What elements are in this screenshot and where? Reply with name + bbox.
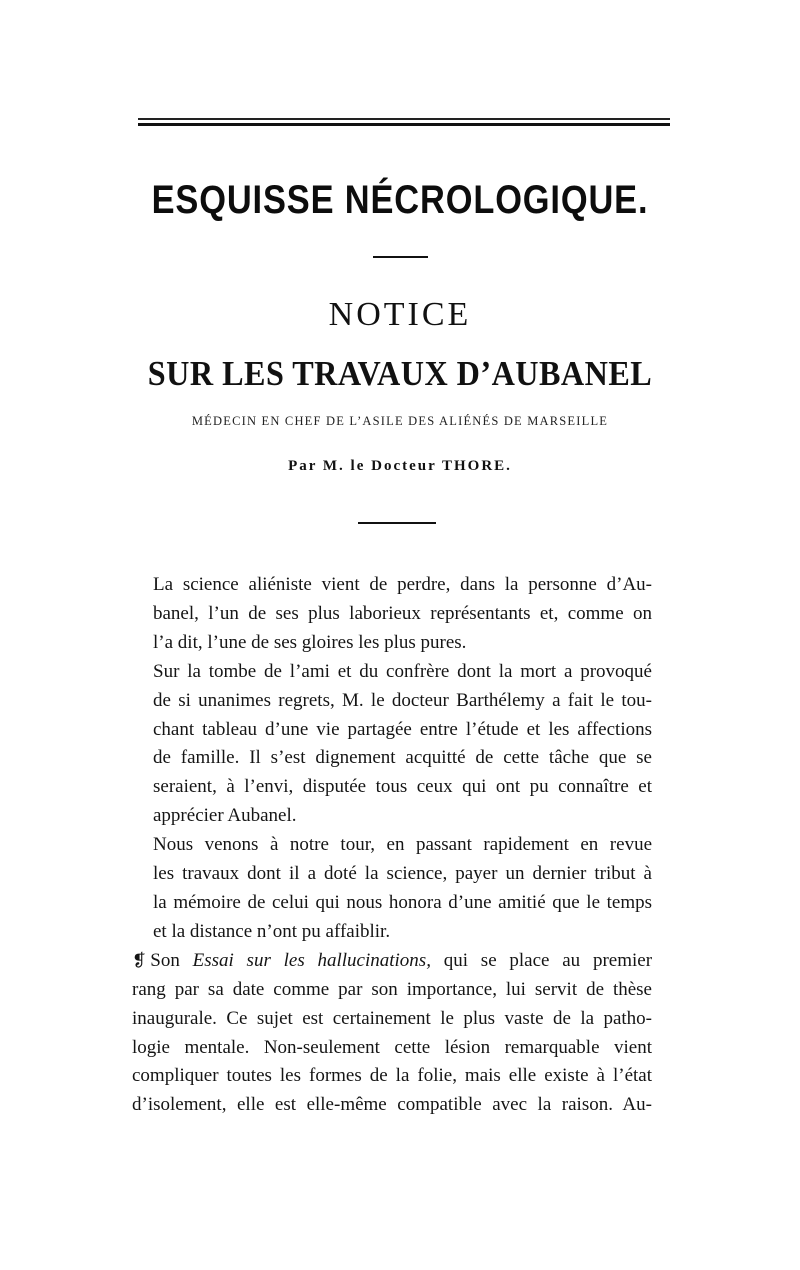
paragraph-mark-icon: ❡ xyxy=(132,950,147,970)
author-role-line: MÉDECIN EN CHEF DE L’ASILE DES ALIÉNÉS DE MARSEILLE xyxy=(191,414,609,428)
text-line: de famille. Il s’est dignement acquitté de cette tâche que se xyxy=(153,747,652,769)
text-line: rang par sa date comme par son importance, lui servit de thèse xyxy=(132,978,652,1000)
text-line: Sur la tombe de l’ami et du confrère dont la mort a provoqué xyxy=(153,660,652,682)
text-line: et la distance n’ont pu affaiblir. xyxy=(153,920,391,942)
paragraph-3 xyxy=(132,831,652,947)
main-title: ESQUISSE NÉCROLOGIQUE. xyxy=(151,178,649,222)
text-line: l’a dit, l’une de ses gloires les plus pures. xyxy=(153,631,467,653)
paragraph-2 xyxy=(132,658,652,831)
text-line: compliquer toutes les formes de la folie, mais elle existe à l’état xyxy=(132,1065,652,1087)
title-separator-rule xyxy=(373,256,428,258)
text-line: La science aliéniste vient de perdre, dans la personne d’Au- xyxy=(153,574,652,595)
paragraph-1 xyxy=(132,571,652,658)
italic-title: Essai sur les hallucinations, xyxy=(192,949,431,971)
text-line: de si unanimes regrets, M. le docteur Barthélemy a fait le tou- xyxy=(153,689,652,711)
text-line: seraient, à l’envi, disputée tous ceux qui ont pu connaître et xyxy=(153,776,652,798)
rule-thick-line xyxy=(138,123,670,126)
body-text xyxy=(132,571,652,1120)
text-line xyxy=(132,947,652,976)
paragraph-4 xyxy=(132,947,652,1120)
top-double-rule xyxy=(138,118,670,127)
byline: Par M. le Docteur THORE. xyxy=(288,458,512,474)
text-line: inaugurale. Ce sujet est certainement le plus vaste de la patho- xyxy=(132,1007,652,1029)
text-line: la mémoire de celui qui nous honora d’une amitié que le temps xyxy=(153,891,652,913)
text-line: banel, l’un de ses plus laborieux représentants et, comme on xyxy=(153,602,652,624)
text-line: d’isolement, elle est elle-même compatible avec la raison. Au- xyxy=(132,1094,652,1116)
text-line: apprécier Aubanel. xyxy=(153,805,297,827)
text-fragment: Son xyxy=(150,949,180,971)
text-line: chant tableau d’une vie partagée entre l’étude et les affections xyxy=(153,718,652,740)
subtitle-heading: SUR LES TRAVAUX D’AUBANEL xyxy=(147,354,653,393)
text-fragment: qui se place au premier xyxy=(443,949,653,971)
byline-separator-rule xyxy=(358,522,436,524)
text-line: logie mentale. Non-seulement cette lésion remarquable vient xyxy=(132,1036,652,1058)
rule-thin-line xyxy=(138,118,670,120)
text-line: les travaux dont il a doté la science, payer un dernier tribut à xyxy=(153,863,652,885)
notice-heading: NOTICE xyxy=(328,296,472,333)
text-line: Nous venons à notre tour, en passant rapidement en revue xyxy=(153,834,652,856)
